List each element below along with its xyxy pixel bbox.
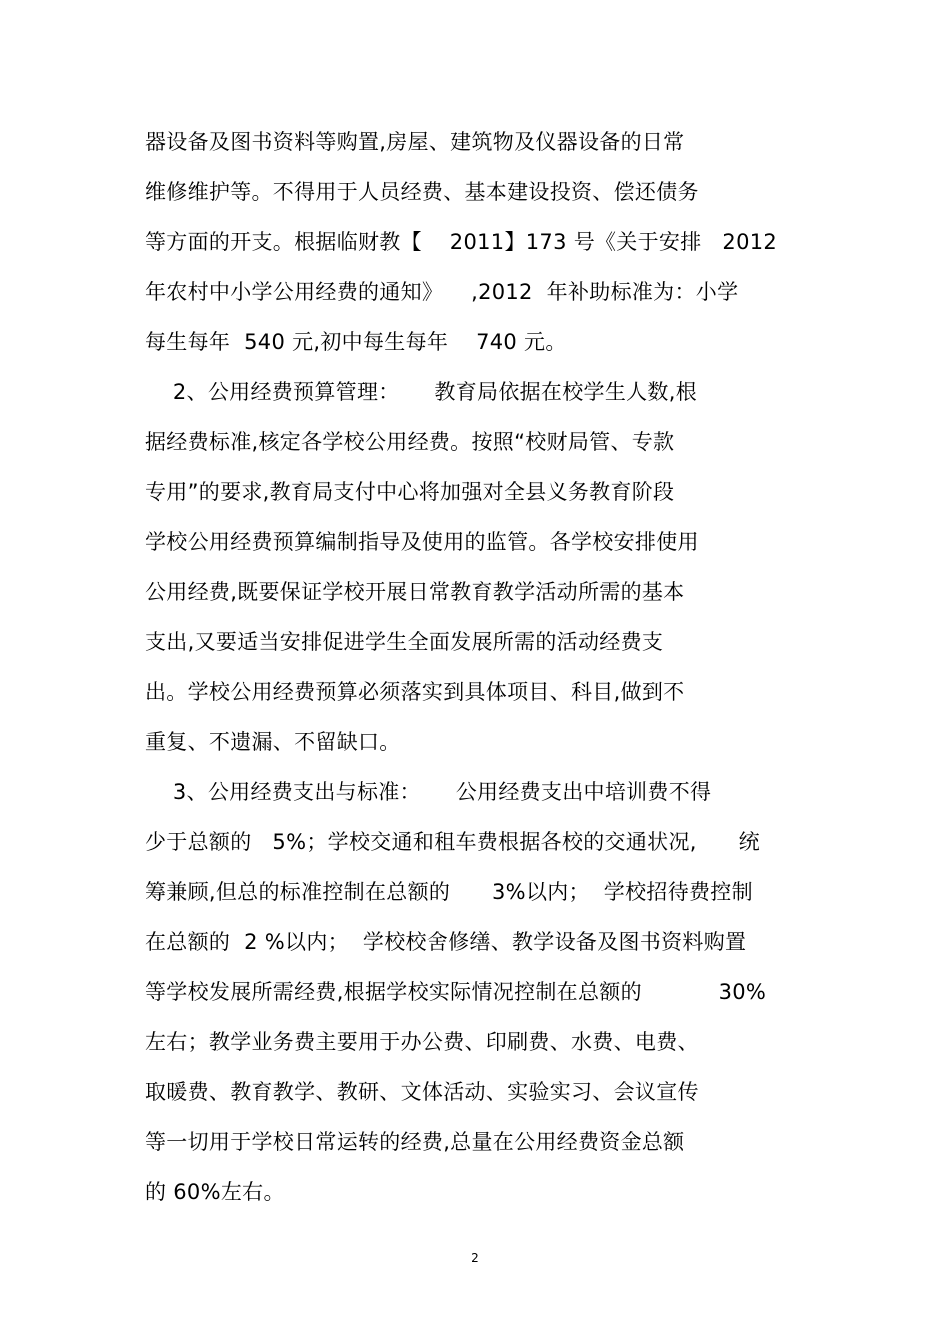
text-line: 每生每年 540 元,初中每生每年 740 元。	[145, 330, 567, 354]
text-line: 器设备及图书资料等购置,房屋、建筑物及仪器设备的日常	[145, 130, 685, 154]
text-line: 等方面的开支。根据临财教【 2011】173 号《关于安排 2012	[145, 230, 778, 254]
text-line: 取暖费、教育教学、教研、文体活动、实验实习、会议宣传	[145, 1080, 699, 1104]
text-line: 年农村中小学公用经费的通知》 ,2012 年补助标准为：小学	[145, 280, 739, 304]
text-line: 3、公用经费支出与标准： 公用经费支出中培训费不得	[145, 780, 712, 804]
text-line: 等学校发展所需经费,根据学校实际情况控制在总额的 30%	[145, 980, 767, 1004]
text-line: 专用”的要求,教育局支付中心将加强对全县义务教育阶段	[145, 480, 675, 504]
text-line: 支出,又要适当安排促进学生全面发展所需的活动经费支	[145, 630, 664, 654]
text-line: 左右；教学业务费主要用于办公费、印刷费、水费、电费、	[145, 1030, 699, 1054]
text-line: 在总额的 2 %以内； 学校校舍修缮、教学设备及图书资料购置	[145, 930, 747, 954]
text-line: 的 60%左右。	[145, 1180, 285, 1204]
page-number: 2	[471, 1251, 479, 1265]
text-line: 维修维护等。不得用于人员经费、基本建设投资、偿还债务	[145, 180, 699, 204]
text-line: 少于总额的 5%；学校交通和租车费根据各校的交通状况, 统	[145, 830, 760, 854]
text-line: 出。学校公用经费预算必须落实到具体项目、科目,做到不	[145, 680, 685, 704]
text-line: 学校公用经费预算编制指导及使用的监管。各学校安排使用	[145, 530, 699, 554]
text-line: 据经费标准,核定各学校公用经费。按照“校财局管、专款	[145, 430, 675, 454]
text-line: 重复、不遗漏、不留缺口。	[145, 730, 401, 754]
text-line: 2、公用经费预算管理： 教育局依据在校学生人数,根	[145, 380, 698, 404]
text-line: 筹兼顾,但总的标准控制在总额的 3%以内； 学校招待费控制	[145, 880, 753, 904]
text-line: 等一切用于学校日常运转的经费,总量在公用经费资金总额	[145, 1130, 685, 1154]
text-line: 公用经费,既要保证学校开展日常教育教学活动所需的基本	[145, 580, 685, 604]
